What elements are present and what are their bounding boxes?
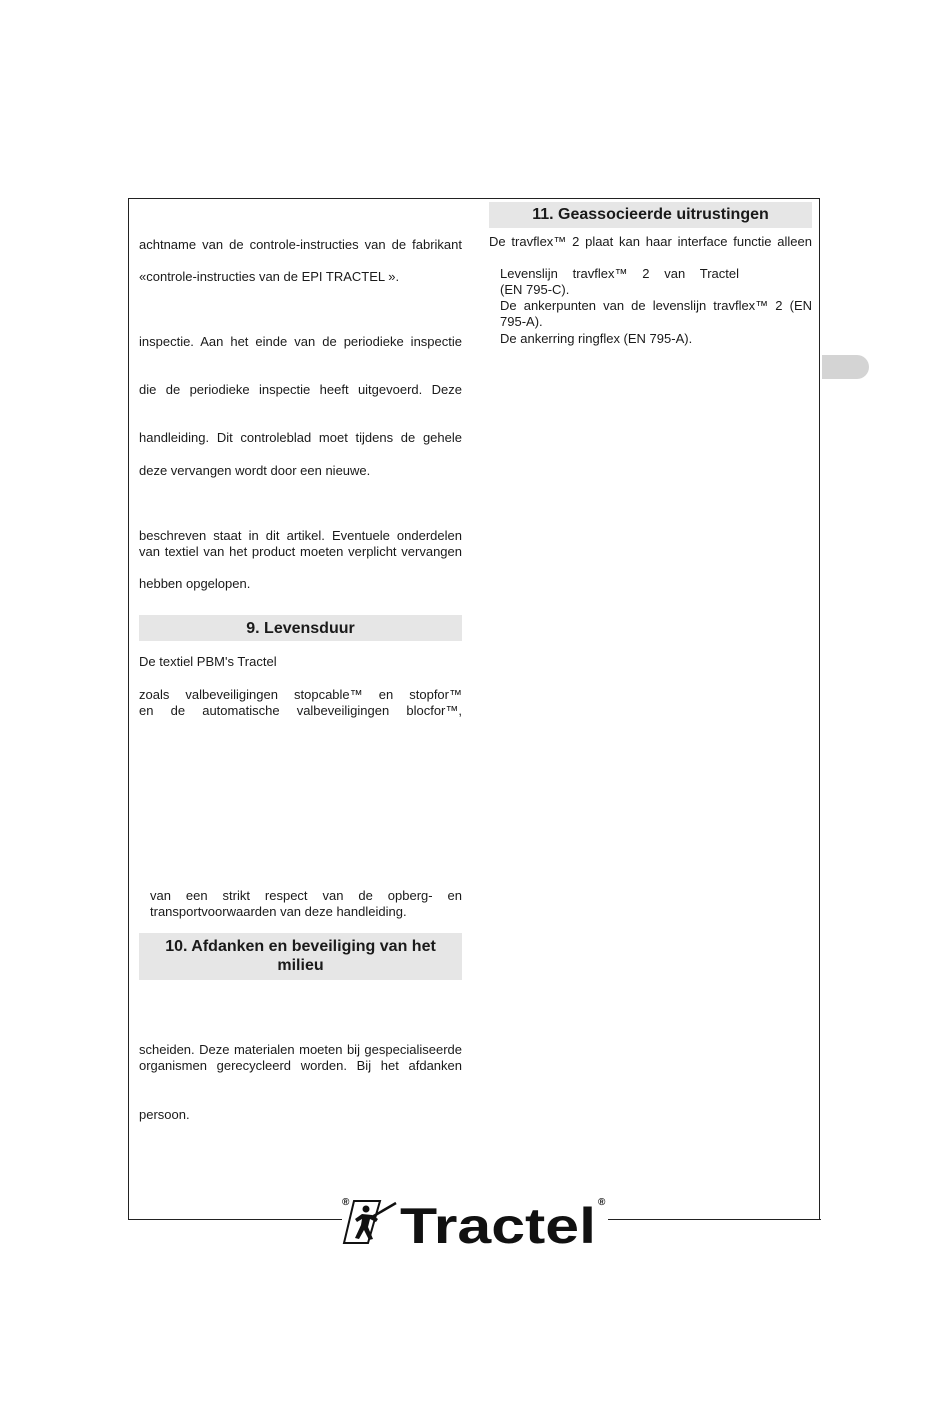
left-text-line: beschreven staat in dit artikel. Eventuele onderdelen: [139, 528, 462, 543]
list-item-line: (EN 795-C).: [500, 282, 570, 297]
list-item-line: Levenslijn travflex™ 2 van Tractel: [500, 266, 739, 281]
left-text-line: handleiding. Dit controleblad moet tijdens de gehele: [139, 430, 462, 445]
list-item-line: 795-A).: [500, 314, 543, 329]
left-text-line: «controle-instructies van de EPI TRACTEL ».: [139, 269, 400, 284]
left-text-line: organismen gerecycleerd worden. Bij het afdanken: [139, 1058, 462, 1073]
section-heading-11: 11. Geassocieerde uitrustingen: [489, 202, 812, 228]
left-text-line: die de periodieke inspectie heeft uitgevoerd. Deze: [139, 382, 462, 397]
tractel-wordmark: Tractel: [400, 1198, 596, 1251]
left-text-line: hebben opgelopen.: [139, 576, 251, 591]
registered-mark-right: ®: [598, 1197, 606, 1208]
section-heading-10-line-1: 10. Afdanken en beveiliging van het: [165, 938, 436, 955]
left-text-line: van een strikt respect van de opberg- en: [150, 888, 462, 903]
language-tab: [822, 355, 869, 379]
section-heading-10-line-2: milieu: [277, 957, 324, 974]
footer-rule-left: [128, 1219, 342, 1220]
tractel-logo: [342, 1195, 608, 1251]
list-item-line: De ankerring ringflex (EN 795-A).: [500, 331, 693, 346]
left-text-line: achtname van de controle-instructies van de fabrikant: [139, 237, 462, 252]
registered-mark-left: ®: [342, 1197, 350, 1208]
footer-rule-right: [608, 1219, 821, 1220]
tractel-logo-graphic: [342, 1195, 608, 1251]
left-text-line: transportvoorwaarden van deze handleiding.: [150, 904, 407, 919]
section-heading-9: 9. Levensduur: [139, 615, 462, 641]
left-text-line: zoals valbeveiligingen stopcable™ en stopfor™: [139, 687, 462, 702]
left-text-line: De textiel PBM's Tractel: [139, 654, 277, 669]
left-text-line: inspectie. Aan het einde van de periodieke inspectie: [139, 334, 462, 349]
right-text-line: De travflex™ 2 plaat kan haar interface functie alleen: [489, 234, 812, 249]
left-text-line: scheiden. Deze materialen moeten bij gespecialiseerde: [139, 1042, 462, 1057]
left-text-line: persoon.: [139, 1107, 190, 1122]
worker-emblem-icon: [344, 1201, 396, 1243]
list-item-line: De ankerpunten van de levenslijn travflex™ 2 (EN: [500, 298, 812, 313]
section-heading-10: [139, 933, 462, 980]
left-text-line: van textiel van het product moeten verplicht vervangen: [139, 544, 462, 559]
left-text-line: en de automatische valbeveiligingen blocfor™,: [139, 703, 462, 718]
left-text-line: deze vervangen wordt door een nieuwe.: [139, 463, 371, 478]
